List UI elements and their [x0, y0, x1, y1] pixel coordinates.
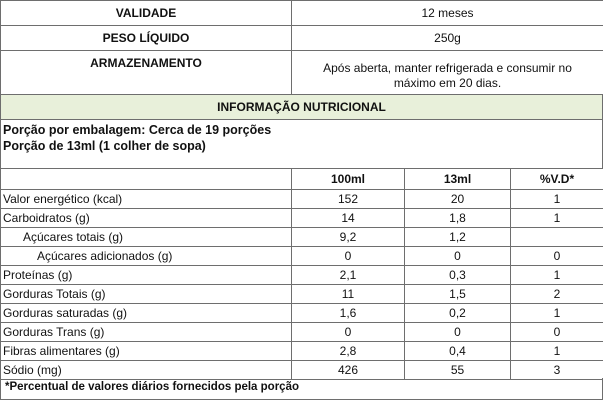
table-row — [1, 304, 603, 323]
value-13ml: 0,2 — [405, 304, 511, 323]
table-row — [1, 285, 603, 304]
value-100ml: 14 — [292, 209, 405, 228]
product-info-table — [0, 0, 603, 101]
header-empty — [1, 169, 292, 190]
value-100ml: 1,6 — [292, 304, 405, 323]
header-vd: %V.D* — [511, 169, 603, 190]
value-13ml: 1,2 — [405, 228, 511, 247]
value-vd: 1 — [511, 209, 603, 228]
value-100ml: 9,2 — [292, 228, 405, 247]
value-13ml: 0,4 — [405, 342, 511, 361]
value-vd: 1 — [511, 342, 603, 361]
value-vd: 0 — [511, 323, 603, 342]
value-13ml: 0 — [405, 247, 511, 266]
table-row — [1, 266, 603, 285]
value-100ml: 0 — [292, 247, 405, 266]
nutrition-title: INFORMAÇÃO NUTRICIONAL — [1, 95, 603, 120]
table-row — [1, 190, 603, 209]
nutrient-name: Valor energético (kcal) — [1, 190, 292, 209]
value-100ml: 2,1 — [292, 266, 405, 285]
value-100ml: 426 — [292, 361, 405, 380]
value-vd — [511, 228, 603, 247]
storage-value: Após aberta, manter refrigerada e consumir no máximo em 20 dias. — [292, 51, 603, 101]
value-100ml: 11 — [292, 285, 405, 304]
info-row-storage — [1, 51, 603, 101]
nutrient-name: Fibras alimentares (g) — [1, 342, 292, 361]
portion-per-package: Porção por embalagem: Cerca de 19 porções — [3, 123, 272, 137]
value-vd: 2 — [511, 285, 603, 304]
nutrition-header-row — [1, 169, 603, 190]
validity-value: 12 meses — [292, 1, 603, 26]
net-weight-label: PESO LÍQUIDO — [1, 26, 292, 51]
nutrient-name: Gorduras Totais (g) — [1, 285, 292, 304]
value-vd: 1 — [511, 304, 603, 323]
nutrient-name: Proteínas (g) — [1, 266, 292, 285]
portion-info — [0, 118, 603, 168]
nutrient-name: Gorduras Trans (g) — [1, 323, 292, 342]
value-vd: 1 — [511, 190, 603, 209]
header-13ml: 13ml — [405, 169, 511, 190]
nutrient-name: Sódio (mg) — [1, 361, 292, 380]
table-row — [1, 361, 603, 380]
table-row — [1, 209, 603, 228]
value-13ml: 1,5 — [405, 285, 511, 304]
nutrient-name: Gorduras saturadas (g) — [1, 304, 292, 323]
value-13ml: 0 — [405, 323, 511, 342]
net-weight-value: 250g — [292, 26, 603, 51]
nutrient-name: Açúcares adicionados (g) — [1, 247, 292, 266]
value-100ml: 152 — [292, 190, 405, 209]
info-row-validade — [1, 1, 603, 26]
value-vd: 1 — [511, 266, 603, 285]
table-row — [1, 228, 603, 247]
storage-label: ARMAZENAMENTO — [1, 51, 292, 101]
value-100ml: 0 — [292, 323, 405, 342]
nutrient-name: Carboidratos (g) — [1, 209, 292, 228]
validity-label: VALIDADE — [1, 1, 292, 26]
value-100ml: 2,8 — [292, 342, 405, 361]
nutrient-name: Açúcares totais (g) — [1, 228, 292, 247]
info-row-net-weight — [1, 26, 603, 51]
portion-size: Porção de 13ml (1 colher de sopa) — [3, 139, 206, 153]
value-13ml: 20 — [405, 190, 511, 209]
nutrition-table — [0, 168, 603, 380]
table-row — [1, 247, 603, 266]
value-13ml: 55 — [405, 361, 511, 380]
value-vd: 0 — [511, 247, 603, 266]
value-13ml: 0,3 — [405, 266, 511, 285]
value-vd: 3 — [511, 361, 603, 380]
table-row — [1, 342, 603, 361]
nutrition-title-bar — [0, 94, 603, 120]
value-13ml: 1,8 — [405, 209, 511, 228]
footnote: *Percentual de valores diários fornecidos pela porção — [0, 378, 603, 400]
table-row — [1, 323, 603, 342]
header-100ml: 100ml — [292, 169, 405, 190]
